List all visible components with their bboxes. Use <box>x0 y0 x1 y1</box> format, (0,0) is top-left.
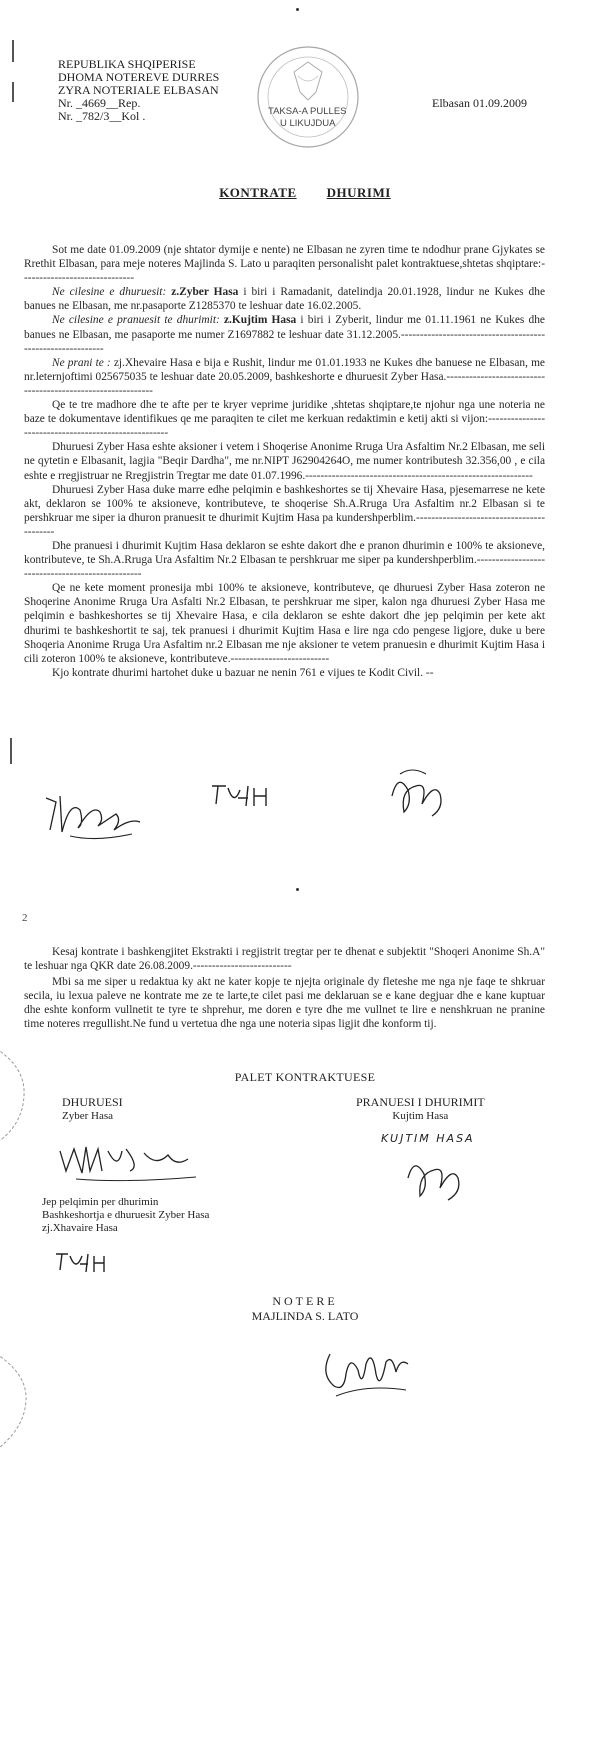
recipient-handwritten-name: KUJTIM HASA <box>381 1132 475 1145</box>
paragraph <box>24 313 545 355</box>
page-number: 2 <box>22 912 28 924</box>
party-name: z.Zyber Hasa <box>171 286 239 299</box>
signature-spouse <box>52 1248 112 1276</box>
contract-body <box>24 243 545 680</box>
signature-recipient <box>400 1148 470 1208</box>
party-label: Ne prani te : <box>52 356 111 369</box>
punch-dot <box>296 8 299 11</box>
header-line: Nr. _4669__Rep. <box>58 96 141 110</box>
spouse-consent-block <box>42 1196 209 1235</box>
parties-heading: PALET KONTRAKTUESE <box>234 1070 376 1084</box>
paragraph: Kesaj kontrate i bashkengjitet Ekstrakti i regjistrit tregtar per te dhenat e subjektit "Shoqeri Anonime Sh.A" te leshuar nga QKR date 26.08.2009.-------------------------- <box>24 946 545 973</box>
letterhead <box>58 58 219 123</box>
stamp-fragment <box>0 1036 36 1156</box>
donor-block <box>62 1095 123 1123</box>
notary-block <box>0 1294 610 1324</box>
notary-role: NOTERE <box>272 1294 338 1308</box>
consent-line: Jep pelqimin per dhurimin <box>42 1196 159 1208</box>
signature-recipient <box>382 760 452 830</box>
party-details: i biri i Ramadanit, datelindja 20.01.1928, lindur ne Kukes dhe banues ne Elbasan, me nr.pasaporte Z1285370 te leshuar date 16.02.2005. <box>24 286 545 313</box>
scan-edge-mark <box>12 82 14 102</box>
signature-donor <box>56 1137 206 1187</box>
recipient-name: Kujtim Hasa <box>392 1110 449 1122</box>
document-title <box>0 185 610 201</box>
paragraph <box>24 285 545 313</box>
signature-notary <box>316 1334 426 1404</box>
party-label: Ne cilesine e dhuruesit: <box>52 286 167 299</box>
recipient-block <box>356 1095 485 1123</box>
donor-name: Zyber Hasa <box>62 1110 114 1122</box>
title-part: DHURIMI <box>326 185 391 200</box>
paragraph <box>24 356 545 398</box>
notary-name: MAJLINDA S. LATO <box>251 1309 359 1323</box>
stamp-fragment <box>0 1341 36 1461</box>
paragraph: Qe ne kete moment pronesija mbi 100% te aksioneve, kontributeve, qe dhuruesi Zyber Hasa zoteron ne Shoqerine Anonime Rruga Ura Asfalti Nr.2 Elbasan, te pershkruar me siper, kalon nga dhuruesi Zyber Hasa me pelqimin e bashkeshortes se tij Xhevaire Hasa, e cila deklaron se eshte dakort dhe jep pelqimin per kete akt dhurimi te bashkeshortit te saj, tek pranuesi i dhurimit Kujtim Hasa e lire nga cdo pengese ligjore, duke u bere Shoqeria Anonime Rruga Ura Asfaltim nr.2 Elbasan me nje aksioner te vetem pranuesin e dhurimit Kujtim Hasa i cili zoteron 100% te aksioneve, kontributeve.-------------------------- <box>24 582 545 665</box>
punch-dot <box>296 888 299 891</box>
signature-donor <box>40 790 150 850</box>
consent-line: Bashkeshortja e dhuruesit Zyber Hasa <box>42 1209 210 1221</box>
contract-body-continued <box>24 945 545 1032</box>
title-part: KONTRATE <box>219 185 297 200</box>
paragraph: Mbi sa me siper u redaktua ky akt ne kater kopje te njejta originale dy fleteshe me nga nje faqe te shkruar secila, iu lexua paleve ne kontrate me ze te larte,te cilet pasi me deklaruan se e kane degjuar dhe e kane kuptuar dhe eshte konform vullnetit te tyre te shprehur, me doren e tyre dhe me vullnet te lire e nenshkruan ne praninе time noteres rregullisht.Ne fund u vertetua dhe nga une noteria sipas ligjit dhe konform tij. <box>24 976 545 1031</box>
paragraph: Qe te tre madhore dhe te afte per te kryer veprime juridike ,shtetas shqiptare,te njohur nga une noteria ne baze te dokumentave identifikues qe me paraqiten te cilet me kerkuan redaktimin e ketij akti si vijon:----------------------------------------------------- <box>24 399 545 440</box>
scan-edge-mark <box>10 738 12 764</box>
document-date: Elbasan 01.09.2009 <box>432 96 527 110</box>
party-details: i biri i Zyberit, lindur me 01.11.1961 ne Kukes dhe banues ne Elbasan, me pasaporte me numer Z1697882 te leshuar date 31.12.2005.----------------------------------------------------------- <box>24 314 545 355</box>
party-name: z.Kujtim Hasa <box>223 314 297 327</box>
scan-edge-mark <box>12 40 14 62</box>
consent-line: zj.Xhavaire Hasa <box>42 1222 118 1234</box>
party-label: Ne cilesine e pranuesit te dhurimit: <box>52 314 220 327</box>
header-line: Nr. _782/3__Kol . <box>58 109 146 123</box>
stamp-text: U LIKUJDUA <box>280 118 336 129</box>
document-page-1 <box>0 0 610 876</box>
recipient-role: PRANUESI I DHURIMIT <box>356 1095 485 1109</box>
notary-stamp <box>250 42 370 157</box>
header-line: DHOMA NOTEREVE DURRES <box>58 70 220 84</box>
party-details: zj.Xhevaire Hasa e bija e Rushit, lindur me 01.01.1933 ne Kukes dhe banuese ne Elbasan, me nr.leternjoftimi 025675035 te leshuar date 20.05.2009, bashkeshorte e dhuruesit Zyber Hasa.------------------------------------------------------------ <box>24 356 545 397</box>
signature-spouse <box>208 780 278 810</box>
paragraph: Kjo kontrate dhurimi hartohet duke u bazuar ne nenin 761 e vijues te Kodit Civil. -- <box>52 666 434 679</box>
donor-role: DHURUESI <box>62 1095 123 1109</box>
paragraph: Sot me date 01.09.2009 (nje shtator dymije e nente) ne Elbasan ne zyren time te ndodhur prane Gjykates se Rrethit Elbasan, para meje noteres Majlinda S. Lato u paraqiten personalisht palet kontraktuese,shtetas shqiptare:------------------------------ <box>24 244 545 285</box>
paragraph: Dhuruesi Zyber Hasa eshte aksioner i vetem i Shoqerise Anonime Rruga Ura Asfaltim Nr.2 Elbasan, me seli ne qytetin e Elbasanit, lagjia "Beqir Dardha", me nr.NIPT J62904264O, me numer kontributesh 32.356,00 , e cila eshte e rregjistruar ne Rregjistrin Tregtar me date 01.07.1996.------------------------------------------------------------ <box>24 441 545 482</box>
stamp-text: TAKSA-A PULLES <box>268 106 347 117</box>
paragraph: Dhe pranuesi i dhurimit Kujtim Hasa deklaron se eshte dakort dhe e pranon dhurimin e 100% te aksioneve, kontributeve, te Sh.A.Rruga Ura Asfaltim Nr.2 Elbasan te pershkruar me siper pa kundershperblim.------------------------------------------------- <box>24 539 545 581</box>
header-line: ZYRA NOTERIALE ELBASAN <box>58 83 219 97</box>
header-line: REPUBLIKA SHQIPERISE <box>58 57 196 71</box>
paragraph: Dhuruesi Zyber Hasa duke marre edhe pelqimin e bashkeshortes se tij Xhevaire Hasa, pjesemarrese ne kete akt, deklaron se 100% te aksioneve, kontributeve, te shoqerise Sh.A.Rruga Ura Asfaltim nr.2 Elbasan si te pershkruar me siper ia dhuron pranuesit te dhurimit Kujtim Hasa pa kundershperblim.------------------------------------------ <box>24 483 545 538</box>
